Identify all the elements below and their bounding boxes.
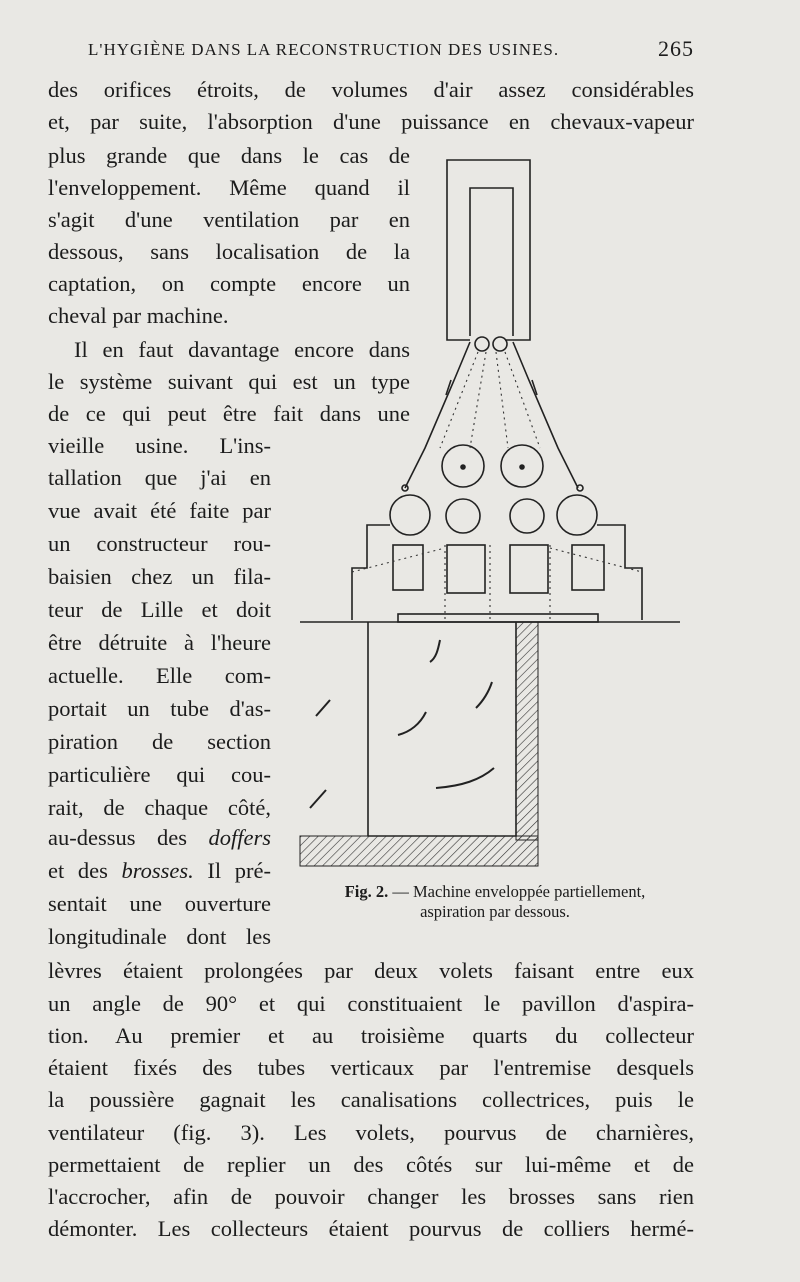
text-line: démonter. Les collecteurs étaient pourvus de colliers hermé- bbox=[48, 1216, 694, 1241]
page-number: 265 bbox=[658, 36, 694, 61]
text-line: lèvres étaient prolongées par deux volets faisant entre eux bbox=[48, 958, 694, 983]
figure-caption bbox=[290, 882, 700, 922]
italic-term: doffers bbox=[208, 825, 271, 850]
text-line: un angle de 90° et qui constituaient le pavillon d'aspira- bbox=[48, 991, 694, 1016]
text-line: teur de Lille et doit bbox=[48, 597, 271, 622]
text-line: s'agit d'une ventilation par en bbox=[48, 207, 410, 232]
pit-outline bbox=[368, 622, 516, 836]
machine-diagram bbox=[290, 150, 710, 880]
running-head bbox=[88, 36, 694, 66]
text-line: tion. Au premier et au troisième quarts du collecteur bbox=[48, 1023, 694, 1048]
text-line: ventilateur (fig. 3). Les volets, pourvus de charnières, bbox=[48, 1120, 694, 1145]
duct-outline bbox=[447, 160, 530, 340]
caption-label: Fig. 2. bbox=[344, 882, 389, 901]
text-line: Il en faut davantage encore dans bbox=[74, 337, 410, 362]
italic-term: brosses. bbox=[121, 858, 194, 883]
text-line: être détruite à l'heure bbox=[48, 630, 271, 655]
caption-text: aspiration par dessous. bbox=[420, 902, 570, 921]
text-line: la poussière gagnait les canalisations collectrices, puis le bbox=[48, 1087, 694, 1112]
text-line: l'enveloppement. Même quand il bbox=[48, 175, 410, 200]
text-line: rait, de chaque côté, bbox=[48, 795, 271, 820]
text-line: captation, on compte encore un bbox=[48, 271, 410, 296]
text-line bbox=[48, 855, 271, 887]
text-line: cheval par machine. bbox=[48, 303, 229, 328]
text-segment: Il pré- bbox=[207, 858, 272, 883]
text-line bbox=[48, 822, 271, 854]
text-line: permettaient de replier un des côtés sur lui-même et de bbox=[48, 1152, 694, 1177]
text-line: piration de section bbox=[48, 729, 271, 754]
caption-text: — Machine enveloppée partiellement, bbox=[392, 882, 646, 901]
text-segment: au-dessus des bbox=[48, 825, 187, 850]
text-line: un constructeur rou- bbox=[48, 531, 271, 556]
text-line: particulière qui cou- bbox=[48, 762, 271, 787]
text-line: vue avait été faite par bbox=[48, 498, 271, 523]
text-line: tallation que j'ai en bbox=[48, 465, 271, 490]
text-line: des orifices étroits, de volumes d'air assez considérables bbox=[48, 77, 694, 102]
running-head-title: L'HYGIÈNE DANS LA RECONSTRUCTION DES USINES. bbox=[88, 40, 560, 59]
hood-left bbox=[405, 342, 470, 488]
text-line: vieille usine. L'ins- bbox=[48, 433, 271, 458]
text-line: portait un tube d'as- bbox=[48, 696, 271, 721]
text-line: longitudinale dont les bbox=[48, 924, 271, 949]
text-line: baisien chez un fila- bbox=[48, 564, 271, 589]
text-line: dessous, sans localisation de la bbox=[48, 239, 410, 264]
machine-body bbox=[352, 525, 642, 620]
duct-inner bbox=[470, 188, 513, 336]
text-line: de ce qui peut être fait dans une bbox=[48, 401, 410, 426]
text-line: sentait une ouverture bbox=[48, 891, 271, 916]
text-line: actuelle. Elle com- bbox=[48, 663, 271, 688]
text-line: le système suivant qui est un type bbox=[48, 369, 410, 394]
text-line: et, par suite, l'absorption d'une puissance en chevaux-vapeur bbox=[48, 109, 694, 134]
text-line: plus grande que dans le cas de bbox=[48, 143, 410, 168]
text-segment: et des bbox=[48, 858, 108, 883]
text-line: étaient fixés des tubes verticaux par l'entremise desquels bbox=[48, 1055, 694, 1080]
text-line: l'accrocher, afin de pouvoir changer les brosses sans rien bbox=[48, 1184, 694, 1209]
